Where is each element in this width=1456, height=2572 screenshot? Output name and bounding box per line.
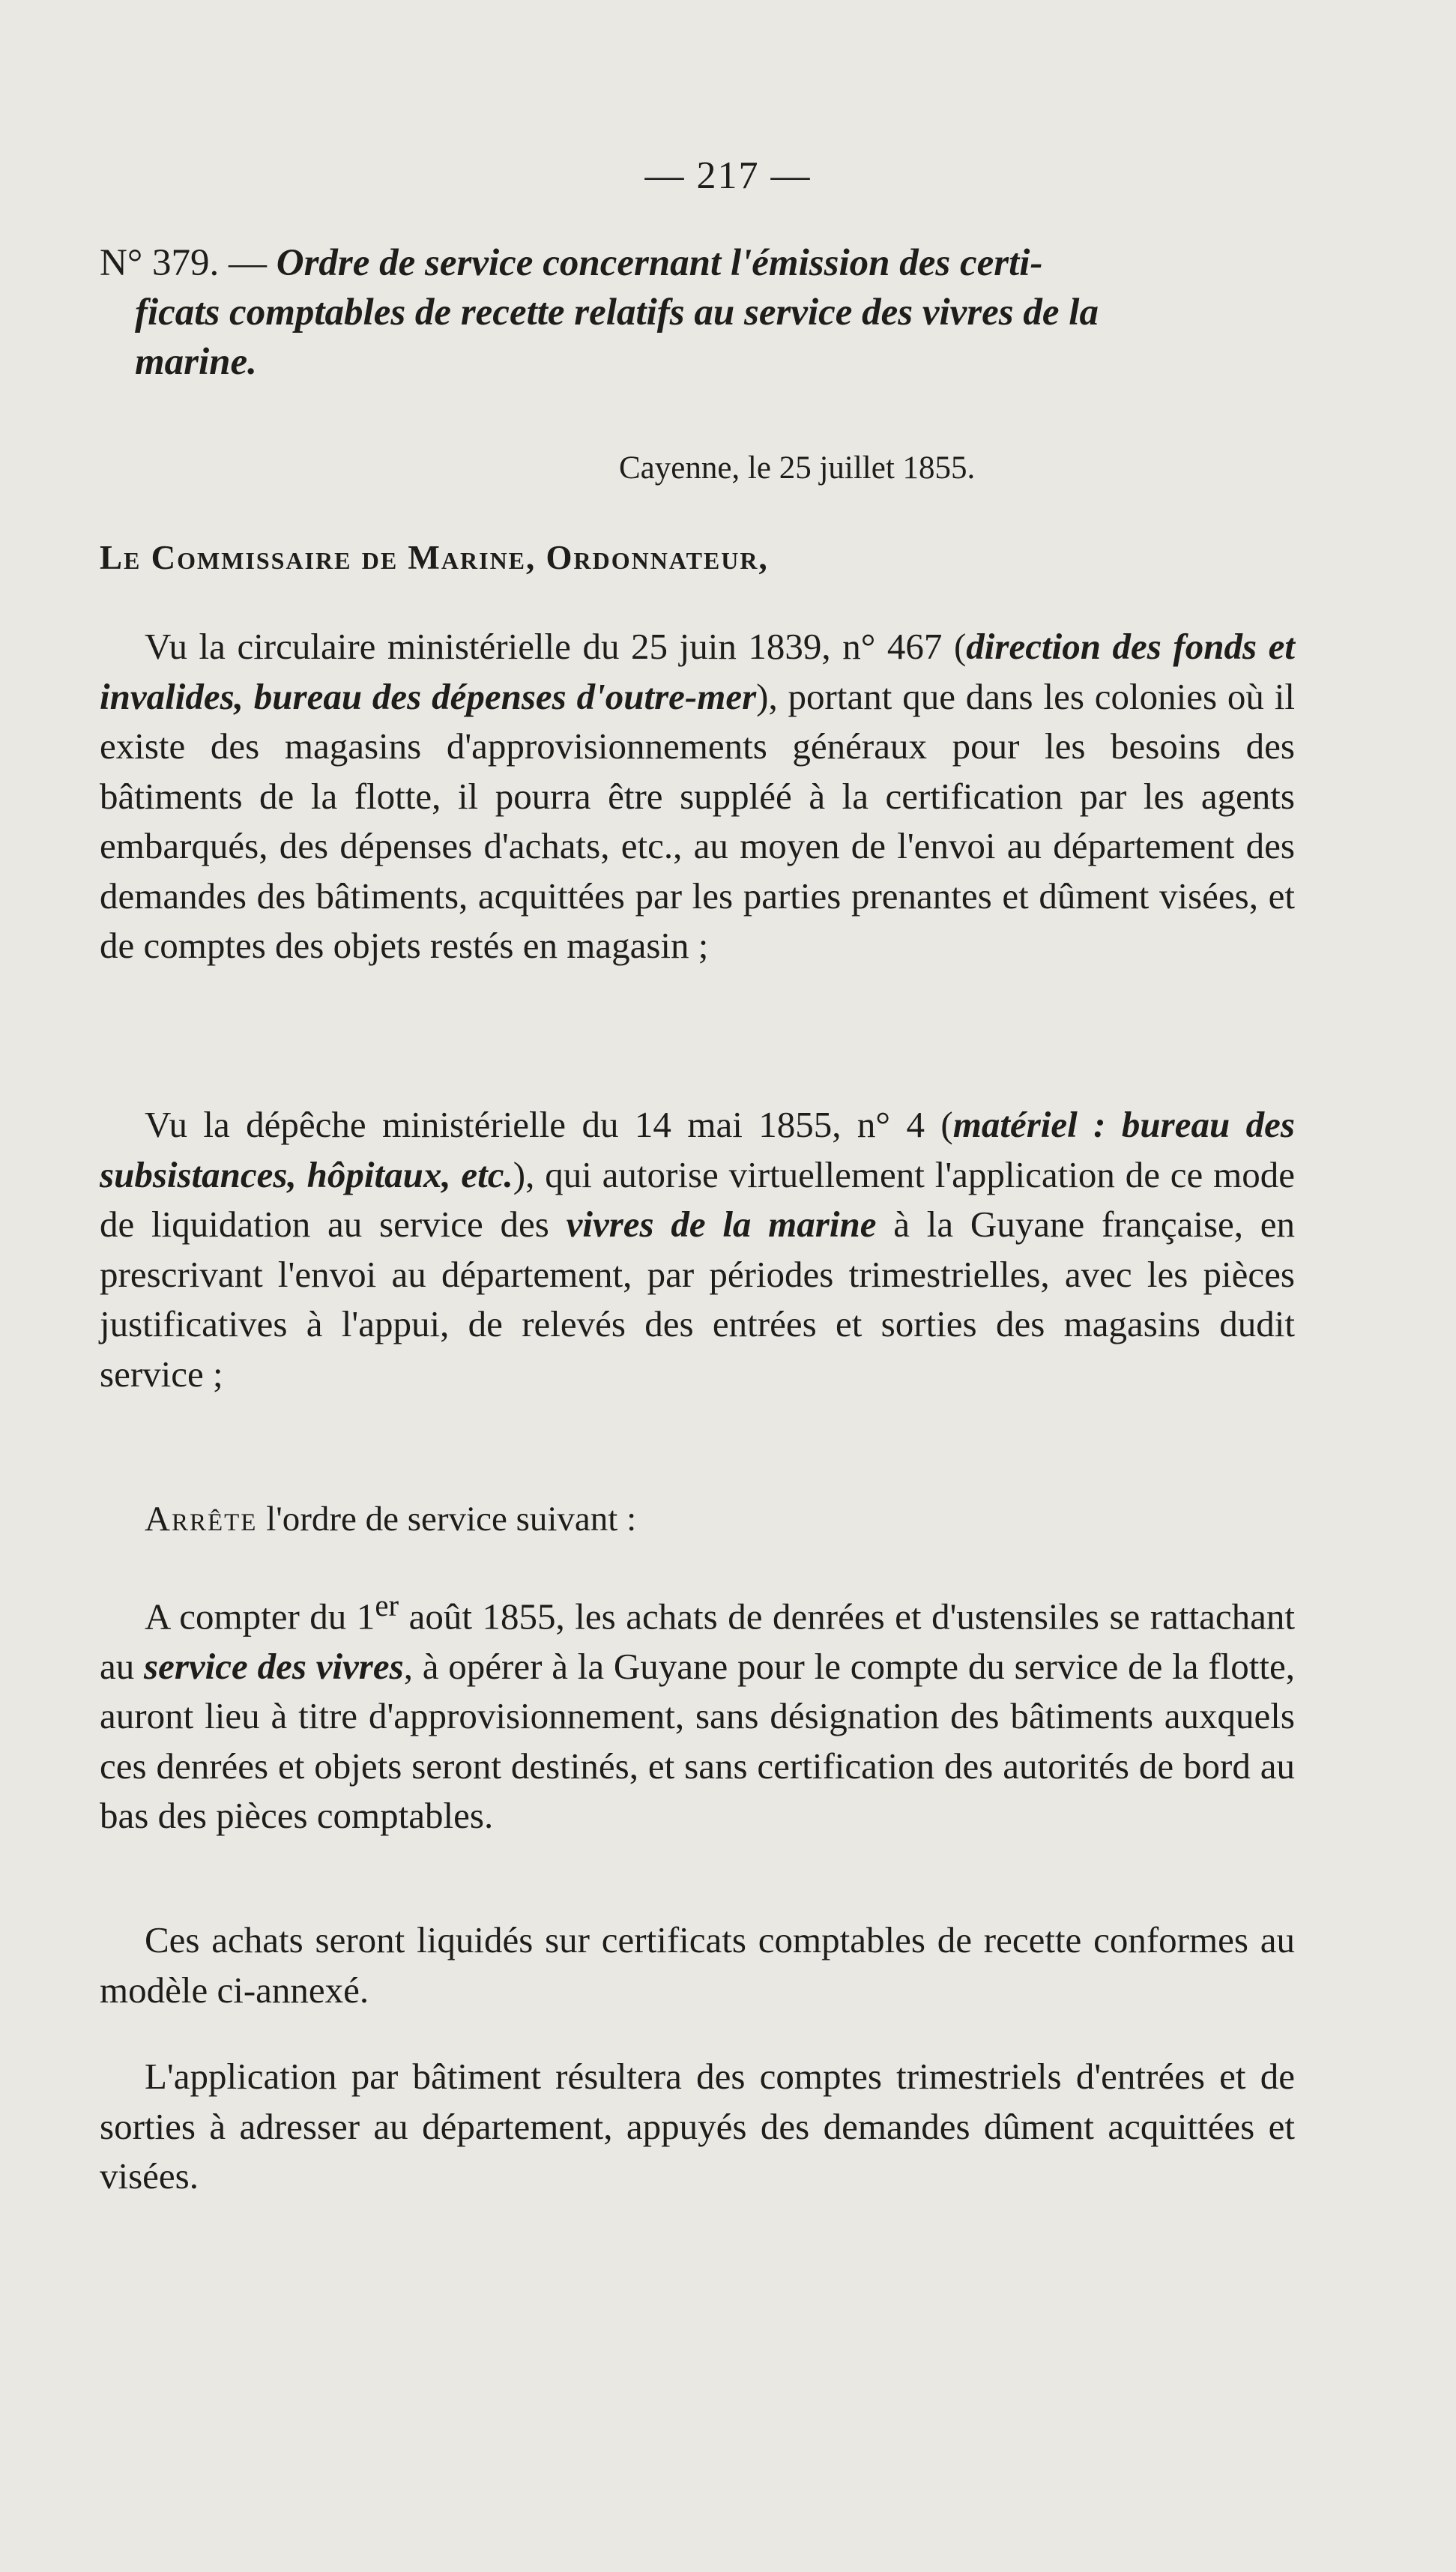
- paragraph-certificats: Ces achats seront liquidés sur certificats comptables de recette conformes au modèle ci-annexé.: [100, 1919, 1295, 2011]
- page-number: — 217 —: [644, 154, 812, 197]
- order-title-line3: marine.: [135, 341, 257, 383]
- order-title-line1: Ordre de service concernant l'émission des certi-: [276, 242, 1043, 284]
- paragraph-depeche: Vu la dépêche ministérielle du 14 mai 1855, n° 4 (matériel : bureau des subsistances, hôpitaux, etc.), qui autorise virtuellement l'application de ce mode de liquidation au service des vivres de la marine à la Guyane française, en prescrivant l'envoi au département, par périodes trimestrielles, avec les pièces justificatives à l'appui, de relevés des entrées et sorties des magasins dudit service ;: [100, 1104, 1295, 1395]
- dateline: Cayenne, le 25 juillet 1855.: [619, 450, 976, 486]
- commissaire-heading: Le Commissaire de Marine, Ordonnateur,: [100, 539, 769, 576]
- order-heading: [100, 238, 1295, 387]
- order-number: N° 379. —: [100, 242, 267, 284]
- order-title-line2: ficats comptables de recette relatifs au service des vivres de la: [135, 292, 1099, 333]
- arrete-line: Arrête l'ordre de service suivant :: [145, 1500, 637, 1539]
- paragraph-circulaire: Vu la circulaire ministérielle du 25 juin 1839, n° 467 (direction des fonds et invalides, bureau des dépenses d'outre-mer), portant que dans les colonies où il existe des magasins d'approvisionnements généraux pour les besoins des bâtiments de la flotte, il pourra être suppléé à la certification par les agents embarqués, des dépenses d'achats, etc., au moyen de l'envoi au département des demandes des bâtiments, acquittées par les parties prenantes et dûment visées, et de comptes des objets restés en magasin ;: [100, 626, 1295, 966]
- paragraph-application: L'application par bâtiment résultera des comptes trimestriels d'entrées et de sorties à adresser au département, appuyés des demandes dûment acquittées et visées.: [100, 2056, 1295, 2197]
- paragraph-achats: A compter du 1er août 1855, les achats de denrées et d'ustensiles se rattachant au service des vivres, à opérer à la Guyane pour le compte du service de la flotte, auront lieu à titre d'approvisionnement, sans désignation des bâtiments auxquels ces denrées et objets seront destinés, et sans certification des autorités de bord au bas des pièces comptables.: [100, 1589, 1296, 1837]
